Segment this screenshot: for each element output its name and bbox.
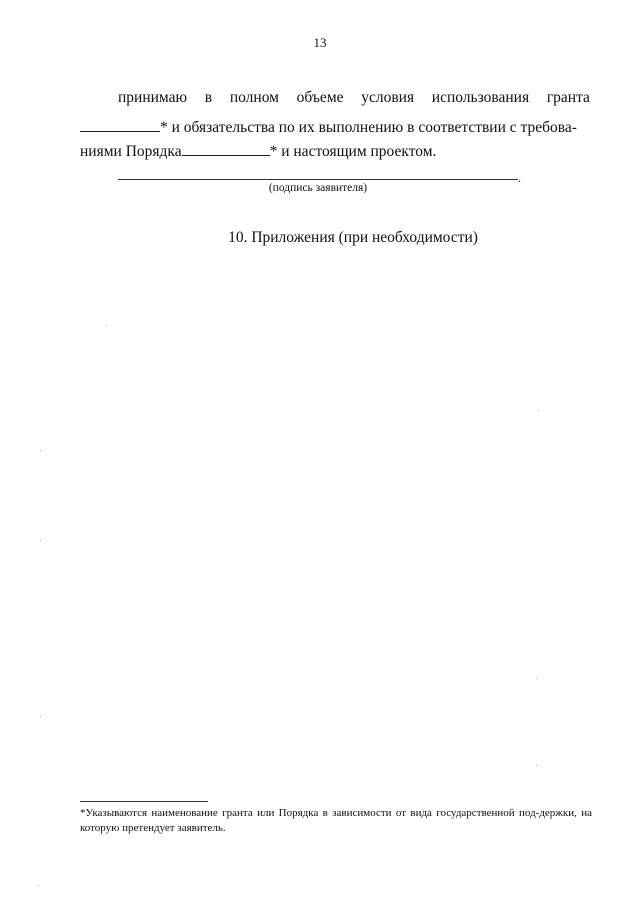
paragraph-line-3-text: * и настоящим проектом. <box>269 143 437 160</box>
paragraph-word: полном <box>229 89 279 106</box>
scan-speck <box>40 716 41 717</box>
signature-caption: (подпись заявителя) <box>268 182 368 194</box>
grant-name-blank <box>80 117 160 132</box>
signature-end-mark: . <box>518 171 521 185</box>
scan-speck <box>106 325 107 326</box>
paragraph-word: условия <box>361 89 415 106</box>
paragraph-word: использования <box>431 89 530 106</box>
paragraph-line-3-start: ниями Порядка <box>80 143 182 160</box>
footnote-text: *Указываются наименование гранта или Порядка в зависимости от вида государственной под-держки, на которую претендует заявитель. <box>80 807 592 834</box>
scan-speck <box>38 885 39 886</box>
scan-speck <box>40 450 41 451</box>
paragraph-line-2 <box>80 117 590 138</box>
scan-speck <box>536 678 537 679</box>
paragraph-word: объеме <box>296 89 344 106</box>
order-name-blank <box>182 141 270 156</box>
footnote-separator <box>80 801 208 802</box>
paragraph-word: принимаю <box>118 89 188 106</box>
scan-speck <box>538 410 539 411</box>
signature-line <box>118 179 518 180</box>
paragraph-word: гранта <box>546 89 590 106</box>
scan-speck <box>536 765 537 766</box>
section-heading: 10. Приложения (при необходимости) <box>228 229 478 246</box>
page-number: 13 <box>313 35 327 50</box>
paragraph-word: в <box>204 89 213 106</box>
paragraph-line-1 <box>118 88 590 108</box>
paragraph-line-3 <box>80 141 590 162</box>
scan-speck <box>40 540 41 541</box>
paragraph-line-2-text: * и обязательства по их выполнению в соответствии с требова- <box>160 119 577 136</box>
